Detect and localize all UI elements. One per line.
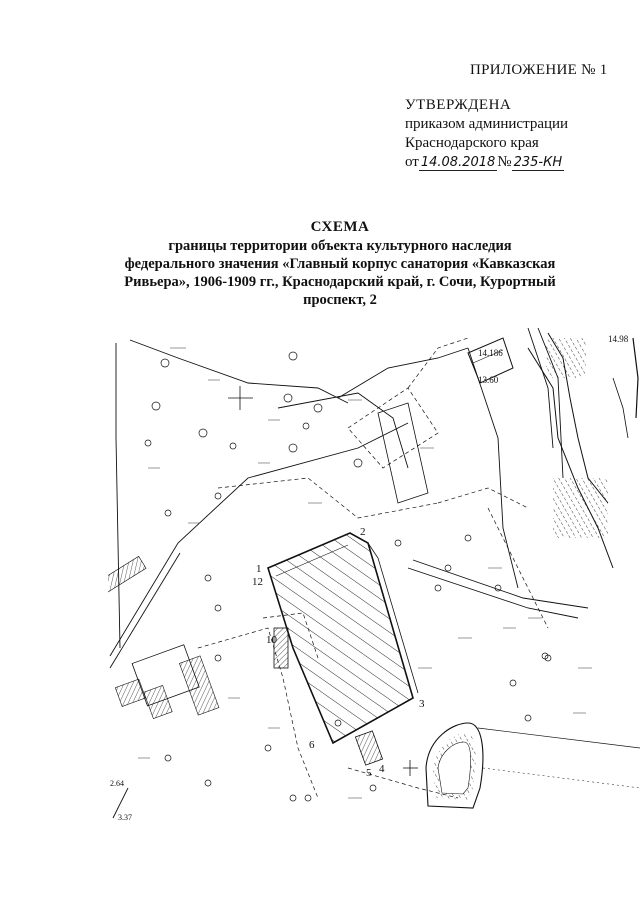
title-line-1: границы территории объекта культурного наследия — [168, 238, 512, 254]
elevation-label: 14.98 — [608, 334, 629, 344]
date-value: 14.08.2018 — [420, 155, 496, 170]
approval-date-line — [405, 153, 630, 172]
elevation-label: 14.186 — [478, 348, 503, 358]
number-prefix: № — [497, 154, 512, 170]
title-line-3: Ривьера», 1906-1909 гг., Краснодарский край, г. Сочи, Курортный — [124, 274, 556, 290]
number-value: 235-КН — [513, 155, 563, 170]
cadastral-map — [108, 328, 640, 828]
point-label: 6 — [309, 739, 315, 751]
date-prefix: от — [405, 154, 419, 170]
title-line-4: проспект, 2 — [303, 292, 377, 308]
embankment — [528, 333, 638, 568]
edge-label: 2.64 — [110, 779, 124, 788]
point-label: 12 — [252, 576, 263, 588]
structure-south-east — [426, 723, 640, 808]
point-label: 1 — [256, 563, 262, 575]
document-title — [80, 218, 600, 309]
approval-block — [405, 96, 630, 172]
approval-line-2: Краснодарского края — [405, 135, 539, 151]
point-label: 3 — [419, 698, 425, 710]
point-label: 2 — [360, 526, 366, 538]
point-label: 5 — [366, 767, 372, 779]
point-label: 4 — [379, 763, 385, 775]
approval-heading: УТВЕРЖДЕНА — [405, 97, 512, 113]
approval-line-1: приказом администрации — [405, 116, 569, 132]
elevation-label: 13.60 — [478, 375, 499, 385]
title-line-2: федерального значения «Главный корпус санатория «Кавказская — [124, 256, 556, 272]
map-drawing — [108, 328, 640, 828]
corner-code-label: 3.37 — [118, 813, 132, 822]
point-label: 10 — [266, 634, 277, 646]
parcel-center-top — [378, 403, 428, 503]
appendix-label: ПРИЛОЖЕНИЕ № 1 — [470, 62, 608, 78]
main-building — [268, 533, 418, 765]
title-main: СХЕМА — [310, 219, 370, 235]
